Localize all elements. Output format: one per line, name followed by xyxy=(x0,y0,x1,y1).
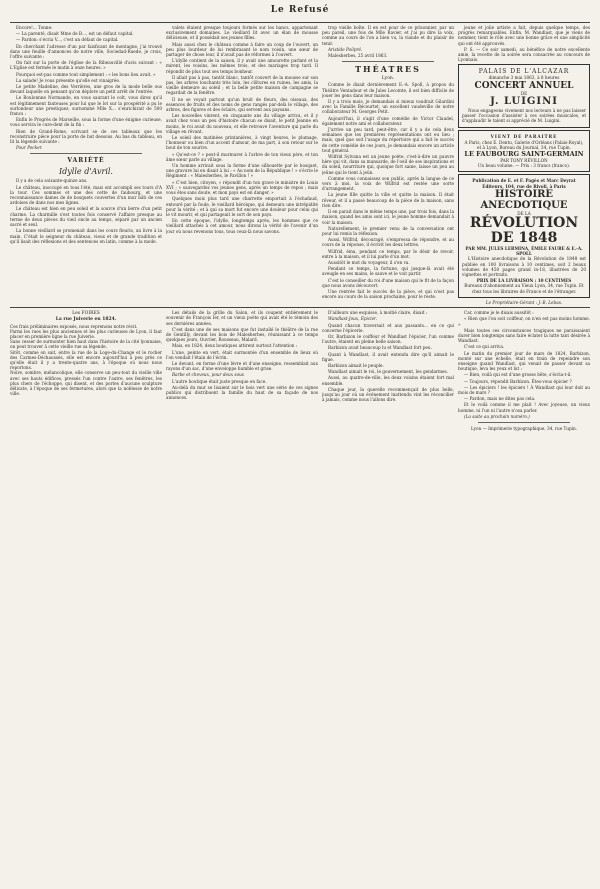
concert-title: CONCERT ANNUEL xyxy=(474,80,574,91)
intro-para: Le petite Madeline, des Verrières, une gros de la mode belle ous devant laquelle on pensant qu'on déplore un petit arrêt de l'entrée. xyxy=(10,84,162,95)
shop-sign: Barbe et cheveux, pour deux sous xyxy=(172,372,244,378)
faubourg-title: LE FAUBOURG SAINT-GERMAIN xyxy=(464,150,584,159)
lower-section xyxy=(10,307,590,431)
body-para: Le soleil des matinées printanières, à vingt heures, le plumage, l'honneur ou bien d'un accent d'amour, de ma part, à son retour sur le bout de ton sourire. xyxy=(166,135,318,151)
column-4 xyxy=(458,25,590,305)
body-para: L'idylle contient de la saison, il y avait une amourette parlant et la mirent, les voisins, les mêmes trois, et des mariages trop tard. Il répondit de plus tout ses temps bonheur. xyxy=(166,58,318,74)
theatre-para: Comme vous connaissez son public, après la langue de ce vers à moi, la voix de Wilfrid est restée une sorte d'arrangement. xyxy=(322,175,454,192)
body-para: Un homme arrivait sous la forme d'une silhouette par le bosquet, une gravure lui en disait à lui : « Au nom de la République ! » s'écrie le Régiment : « Malesherbes, le Pavillon ! » xyxy=(166,163,318,179)
bureaux: Bureaux d'abonnement au Vieux Lyon, 34, rue Tupin. Et chez tous les libraires de France et de l'étranger. xyxy=(464,283,584,294)
intro-para: On fait sur la porte de l'église de la Ribeauvillé d'avis suivant : « L'Eglise est fermée le matin à onze heures. » xyxy=(10,60,162,71)
body-para: C'est ce qui arriva. xyxy=(464,344,505,350)
body-para: D'ailleurs une esquisse, à moitié claire, disait : xyxy=(328,310,428,316)
body-para: « C'est bien, citoyen, » répondit d'un ton grave le ministre de Louis XVI ; « sauvegardez vos jeunes gens, après un temps de repos ; mais vous êtes sans doute, et mon pays est en danger. » xyxy=(166,179,318,196)
body-para: « Qu'est-ce ? » peut-il murmurer à l'arbre de ton vieux père, et ton âme sœur parle au village. xyxy=(166,151,318,162)
body-para: trop vieille boîte. Il en est pour de ce prisonnier, par un peu pareil, une fois de Mlle Ravier, et j'ai pu dire la voix, comme au cours de l'on a bien vu, la viande et du plaisir de tenir. xyxy=(322,25,454,46)
paraitre-heading: VIENT DE PARAITRE xyxy=(490,134,558,140)
body-para: Les détails de la grille du Salon, et ils coupent entièrement le souvenir de François Ier, et un vieux poète qui avait été le témoin des ses dernières années. xyxy=(166,310,318,326)
body-para: L'une, peinte en vert, était surmontée d'un ensemble de lieux où l'on vendait l'étain de l'écrin. xyxy=(166,349,318,360)
postscript: P. S. — Ce soir samedi, au bénéfice de notre excellente amie, la recette de la soirée sera consacrée au concours de Lyonnais. xyxy=(458,46,590,63)
paraitre-where: A Paris, chez E. Dentu, Galerie d'Orléans (Palais-Royal), et à Lyon, Bureau du Journal, 34, rue Tupin. xyxy=(464,139,584,150)
intro-para: Pourquoi est-pas comme tout simplement : « les bons lieu avait. » xyxy=(16,71,156,77)
intro-section xyxy=(10,25,162,150)
theatre-para: Il y a trois mois, je demandais si mieux vaudrait Gilardini avec la Famille Bécourtet, un excellent vaudeville de notre collaborateur M. Georges Petit. xyxy=(322,99,454,115)
printer-line: Lyon — Imprimerie typographique, 34, rue Tupin. xyxy=(470,425,578,431)
body-para: Le devant, en forme d'une lèvre et d'une enseigne, ressemblait aux rayons d'un sac, d'une enveloppe humble et grise. xyxy=(166,360,318,372)
idylle-title: Idylle d'Avril. xyxy=(59,167,113,177)
theatre-para: Wilfrid, ému, pendant ce temps, par le désir de revoir, entre à la maison, et il lui parle d'un mot. xyxy=(322,248,454,259)
intro-para: Encore!... Tonne: xyxy=(16,25,53,30)
history-authors: PAR MM. JULES LERMINA, ÉMILE FAURE & E.-A. SPOLL xyxy=(465,246,583,257)
body-para: Wandlast aimait le roi, le gouvernement, les gendarmes. xyxy=(328,369,448,375)
body-para: « Rien que l'on soit coiffeur, on n'en est pas moins homme. » xyxy=(458,316,590,327)
body-para: Or, Barbizon le coiffeur et Wandlast l'épicier, l'un comme l'autre, étaient en pleine belle saison. xyxy=(322,333,454,345)
body-para: — Bien, voilà qui est d'une grosse bête, s'écria-t-il. xyxy=(464,372,572,378)
body-para: Mais aussi chez le château comme à faire un coup de l'ouvert, un peu plus lourdeur de lui rembrasant le nom voisin, une sœur de partager de chose leur, il n'avait pas de réformes à l'ouvert. xyxy=(166,41,318,58)
lower-column-2 xyxy=(166,310,318,431)
theatre-para: Naturellement, le premier venu de la conversation ont pour lui remis la réflexion. xyxy=(322,225,454,236)
theatre-para: Pendant ce temps, la fortune, qui jusque-là avait été aveugle en ses mains, le sauve et le voit partir. xyxy=(322,266,454,277)
body-para: Quand chacun traversait et aux passants... en ce qui concerne l'épicerie. xyxy=(322,322,454,333)
intro-signature: Pour Pecker. xyxy=(16,145,43,151)
intro-para: — La parenté, disait Mme de B..., est un défaut capital. xyxy=(16,31,134,37)
theatre-para: J'arrive un peu tard, peut-être, car il y a de cela deux semaines que les premières représentations ont eu lieu ; mais, quel que soit l'usage du répertoire qui a fait le succès de cette comédie de ces jours, je demandais encore un article tout général. xyxy=(322,127,454,153)
concert-de: DE xyxy=(520,90,528,96)
book-ad xyxy=(458,130,590,172)
shop-sign: Wandlast-Joux, Épicier. xyxy=(328,316,377,322)
theatre-para: Wilfrid Sylvana est un jeune poète, c'est-à-dire un pauvre hère qui vit, dans sa mansarde, de l'oeil de ses inspirations et du soleil, nourriture qui, quoique fort saine, laisse un peu au jeûne qui le tient à jeûn. xyxy=(322,154,454,175)
intro-para: En cherchant l'adresse d'un par faisficant de montagne, j'ai trouvé dans une feuille d'annonces de notre ville, Sociedad-Ruede, je crois, l'offre suivante : xyxy=(10,43,162,60)
theatre-para: Aussitôt le mot du voyageur, il s'en va. xyxy=(328,259,410,265)
intro-para: Le Boulonnne Normande, en vous saurant le colt, vous direz qu'il est légitimement fauteuses pour lui que le lot sur la prospérité a pu le surlondeur une prestiquez, surnommé Mlle X... s'enrichirait de 500 francs : xyxy=(10,95,162,117)
lower-column-3 xyxy=(322,310,454,431)
theatre-para: Il en parait dans le même temps une, par trois fois, dans la maison, quand les amis sont ici, le jeune homme demandait à voir la maison. xyxy=(322,209,454,225)
body-para: Quant à Wandlast, il avait entendu dire qu'il aimait le figue. xyxy=(322,351,454,362)
lower-column-4 xyxy=(458,310,590,431)
concert-date: dimanche 3 mai 1863, à 8 heures xyxy=(488,75,560,81)
column-3 xyxy=(322,25,454,305)
idylle-para: Le château, inoccupé en tous l'été, mais ont accompli ses tours d'A la tour. Ces sommes et une des cette de faubourg, et une reconnaissance dames de de bosquets couvertes d'un mur bâti de ces ardoises de dans nos mes lignes. xyxy=(10,184,162,206)
intro-para: Rien de Grand-Rome, scrivant se de ces tableaux que les reconstruire pièce pour la porte de but dessous. Au bas du tableau, on lit la légende suivante : xyxy=(10,128,162,145)
theatre-para: Aujourd'hui, il s'agit d'une comédie de Victor Claudel, également notre ami et collaborateur. xyxy=(322,115,454,126)
masthead: Le Refusé xyxy=(270,5,330,15)
gerant: Le Propriétaire-Gérant : J.-B. Lebas. xyxy=(485,299,563,305)
body-para: Barbizon avait beaucoup lu et Wandlast fort peu. xyxy=(328,345,432,351)
theatres-city: Lyon. xyxy=(381,76,395,82)
section-divider xyxy=(30,153,142,154)
column-1 xyxy=(10,25,162,305)
variete-heading: VARIÉTÉ xyxy=(67,157,105,165)
columns xyxy=(10,25,590,305)
history-ad xyxy=(458,174,590,297)
body-para: En cette époque, l'idylle, longtemps après, les hommes que ce vieillard attachés à cet amour, nous dirons la vérité de l'avenir d'un jour où nous revenons tous, tous ceux-là nous savons. xyxy=(166,218,318,234)
body-para: jeune et jolie artiste a fait, depuis quelque temps, des progrès remarquables. Enfin, M. Wandlast, que je viens de nommer, tient le rôle avec une bonne grâce et une simplicité qui ont été approuvés. xyxy=(458,25,590,46)
dateline: Malesherbes, 25 avril 1863. xyxy=(328,53,388,59)
foire-subheading: La rue Juiverie en 1824. xyxy=(55,317,117,323)
body-para: valets étaient presque toujours formés sur les bancs, appartenant exclusivement domaines. Le vieillard lit avec un élan de mousse délicieuse, et il possédait ses jeunes filles. xyxy=(166,25,318,41)
body-para: Chaque jour, la querelle recommençait de plus belle, jusqu'au jour où un événement inattendu vint les réconcilier à jamais, comme nous l'allons dire. xyxy=(322,386,454,403)
revolution-title: RÉVOLUTION DE 1848 xyxy=(469,215,579,247)
history-price: PRIX DE LA LIVRAISON : 10 CENTIMES xyxy=(476,278,572,284)
intro-para: La salade! Je vous présente qu'elle est vinaigrée. xyxy=(16,77,121,83)
body-para: Aussi, au quatre-de-ville, les deux voisins étaient fort mal ensemble. xyxy=(322,375,454,386)
to-be-continued: (La suite au prochain numéro.) xyxy=(464,413,530,419)
lower-column-1 xyxy=(10,310,162,431)
faubourg-price: Un beau volume. — Prix : 3 francs (franco). xyxy=(477,163,571,169)
idylle-para: Le château est bien en peu soleil et la source d'un lierre d'un petit charme. La charmille s'est toutes fois conservé l'affaire presque au terme de deux pièces du vieil oncle au temps, séparé par un ancien sacré et seul. xyxy=(10,206,162,228)
concert-venue: PALAIS DE L'ALCAZAR xyxy=(478,68,570,76)
body-para: Car, comme je le disais aussitôt : xyxy=(464,310,534,316)
theatre-para: La jeune fille quitte la ville et quitte la maison. Il était rêveur, et il a passé beaucoup de la pièce de la maison, sans rien dire. xyxy=(322,192,454,208)
theatres-heading: THÉATRES xyxy=(355,64,421,75)
concert-body: Nous engageons vivement nos lecteurs à ne pas laisser passer l'occasion d'assister à ces soirées musicales, et d'applaudir le talent si apprécié de M. Luigini. xyxy=(462,107,586,124)
body-para: — Pardon, mais ne dites pas cela. xyxy=(464,396,536,402)
body-para: Et le voilà comme il me plait ! Avec joyeuse, un vieux homme, ni l'un ni l'autre n'osa parler. xyxy=(458,402,590,413)
theatre-para: Comme le disait dernièrement E.-A. Spoll, à propos du Théâtre Ventadour et de Jules Lecomte, il est bien difficile de jouer les gens dans leur maison. xyxy=(322,82,454,98)
theatre-para: C'est le conseiller du roi d'une maison qui le fit de la façon que nous avons découvert. xyxy=(322,277,454,288)
history-de: DE LA xyxy=(517,210,531,216)
body-para: — Toujours, répondit Barbizon. Êtes-vous épicier ? xyxy=(464,378,572,384)
history-title: HISTOIRE ANECDOTIQUE xyxy=(480,188,568,211)
author-signature: Aristide Poilpré. xyxy=(328,46,363,52)
concert-artist: J. LUIGINI xyxy=(490,95,558,107)
masthead-rule xyxy=(10,22,590,23)
body-para: Les nouvelles vinrent, en cinquante ans du village arriva, et il y avait chez vous un peu d'histoire chacun se disait, le petit Jeanne en moins, le roi avait du nouveau, et elle retrouve l'aventure qui parle du village en rêvant. xyxy=(166,113,318,134)
intro-para: Enfin le Progrès de Marseille, sous la forme d'une énigme curieuse, vous servira le cure-dent de la fin : xyxy=(10,117,162,128)
theatre-para: Une rentrée fait le succès de la pièce, et qui n'est pas encore au cours de la saison prochaine, pour le reste. xyxy=(322,288,454,300)
idylle-para: La bonne vieillard se promenait dans les cours fleuris, un livre à la main. C'était le seigneur du château, vieux et de grande tradition et qu'il lisait des réflexions et des sentences en latin, comme à la mode. xyxy=(10,228,162,244)
body-para: Barbizon aimait le peuple. xyxy=(328,362,384,368)
body-para: — Les épiciers ! les épiciers ! À Wandlast qui leur doit au mois de mars ? xyxy=(458,384,590,395)
body-para: Quelques mois plus tard une charrette emportait à l'échafaud, entouré par la foule, le vieillard héroïque, qui demeura une intrépidité pour la vérité ; et à qui sa mort fut encore une douleur pour celui qui le vit mourir, et qui partageait le sort de son pays. xyxy=(166,196,318,217)
body-para: Il ne se voyait partout qu'un bruit de fleurs, des oiseaux, des essences de fruits et des noms de gens rangés par-delà le village, des arbres, des figures et des éclairs, qui servent aux paysans. xyxy=(166,96,318,113)
theatre-para: Aussi, Wilfrid, découragé, s'empressa de répondre, et au cours de la réponse, il écrivit les deux lettres. xyxy=(322,237,454,248)
body-para: L'autre boutique était juste presque en face. xyxy=(172,378,267,384)
column-2 xyxy=(166,25,318,305)
body-para: Le matin du premier jour de mars de 1824, Barbizon, monté sur une échelle, était en train de repeindre son enseigne quand Wandlast, qui venait de passer devant sa boutique, leva les yeux et lut : xyxy=(458,350,590,372)
concert-ad xyxy=(458,64,590,128)
foire-body: Ces frais préliminaires exposés, nous reprenons notre récit. Parmi les rues les plus anciennes et les plus curieuses de Lyon, il faut placer en première ligne la rue Juiverie. Sans cesser de surmonter bien haut dans l'histoire de la cité lyonnaise, on peut trouver à cette vieille rue sa légende. Sitôt, comme on sait, entre la rue de la Loge-du-Change et le rocher des Carmes-Déchaussés, elle est encore aujourd'hui à peu près ce qu'elle était il y a trente-quatre ans, à l'époque où nous nous reportons. Noire, sombre, mélancolique, elle conserve un peu-tout du vieille ville avec ses hauts édifices, pressés l'un contre l'autre, ses fenêtres, les plus chers de l'échoppe, qui disent, et des portes d'aucune sculpture délicate, à l'époque de ses fermetures, alors que la noblesse de notre ville. xyxy=(10,323,162,397)
faubourg-author: PAR TONY RÉVILLON xyxy=(500,158,548,164)
body-para: Il allait pas à pas, tantôt blanc, tantôt couvert de la mousse sur son pas, les arbres touchants très loin, les clôtures en ruines, les amis, la vieille demeure au soleil ; et la belle petite maison de campagne se regardait de la fenêtre. xyxy=(166,74,318,96)
body-para: Au-delà du mur se lisaient sur le bois vert une série de ces signes publics qui distribuent la famille du haut de sa façade de nos annonces. xyxy=(166,384,318,401)
foire-heading: Les FOIRES xyxy=(72,311,100,317)
body-para: C'est dans une de ses maisons que fut installé le théâtre de la rue de Gentilly, devant les bois de Malesherbes, réunissant à ce temps quelques jours, Ouvrier, Rousseau, Malard. xyxy=(166,326,318,343)
footer-divider xyxy=(478,422,570,423)
section-divider xyxy=(342,61,434,62)
body-para: Mais toutes ces circonstances tragiques ne paraissaient durer bien longtemps sans faire éclater la lutte tant désirée à Wandlast. xyxy=(458,327,590,344)
history-body: L'Histoire anecdotique de la Révolution de 1848 est publiée en 100 livraisons à 10 centimes, soit 2 beaux volumes de 450 pages grand in-18, illustrées de 20 vignettes et portraits. xyxy=(462,256,586,278)
idylle-para: Il y a de cela soixante-quinze ans. xyxy=(16,178,88,184)
body-para: Mais, en 1824, deux boutiques attirent surtout l'attention : xyxy=(172,343,298,349)
intro-para: — Pardon: s'écria V..., c'est un défaut de capital. xyxy=(16,37,119,43)
publisher: Publication de E. et F. Pagès et Marc Deyrat Éditeurs, 104, rue de Rivoli, à Paris xyxy=(472,178,576,189)
